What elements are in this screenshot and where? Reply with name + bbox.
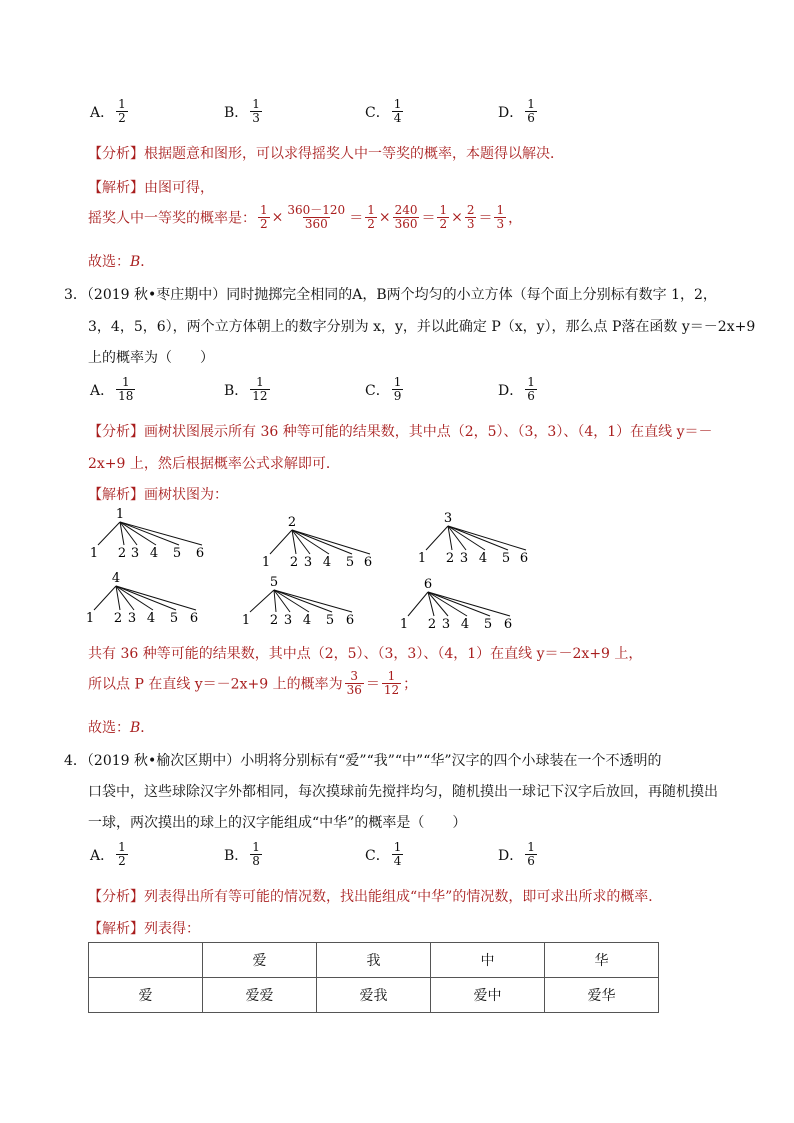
tree-leaf-label: 4 [302,613,312,628]
q2-option-b: B． $\frac{1}{3}$ [224,97,260,125]
tree-leaf-label: 4 [322,555,332,570]
tree-branch [116,586,153,610]
tree-leaf-label: 2 [113,611,123,626]
tree-branch [428,592,467,616]
tree-leaf-label: 5 [325,613,335,628]
tree-root-label: 1 [115,507,125,522]
q2-solution: 【解析】由图可得， [88,180,214,196]
tree-1 [90,507,204,561]
tree-leaf-label: 6 [195,546,205,561]
tree-leaf-label: 4 [460,617,470,632]
tree-3 [418,511,528,566]
tree-root-label: 6 [423,577,433,592]
q2-answer: 故选：B． [88,254,155,270]
tree-leaf-label: 3 [130,546,140,561]
tree-branch [292,530,329,554]
tree-leaf-label: 4 [146,611,156,626]
tree-branch [116,586,120,610]
tree-leaf-label: 6 [345,613,355,628]
q3-analysis-line2: 2x+9 上，然后根据概率公式求解即可． [88,456,340,472]
tree-leaf-label: 6 [363,555,373,570]
tree-branch [292,530,370,554]
q4-option-d: D． $\frac{1}{6}$ [498,840,535,868]
tree-leaf-label: 2 [289,555,299,570]
q3-result-line: 共有 36 种等可能的结果数，其中点（2，5）、（3，3）、（4，1）在直线 y＝－2x+9 上， [88,646,643,662]
q3-stem-line1: 3．（2019 秋•枣庄期中）同时抛掷完全相同的A，B两个均匀的小立方体（每个面上分别标有数字 1，2， [64,287,717,303]
tree-leaf-label: 5 [169,611,179,626]
tree-branch [448,526,452,550]
table-cell: 爱我 [317,978,431,1013]
tree-leaf-label: 5 [172,546,182,561]
tree-4 [86,571,198,626]
tree-leaf-label: 4 [149,546,159,561]
table-row [89,978,659,1013]
table-header-row [89,943,659,978]
tree-2 [262,515,372,570]
q3-option-b: B． $\frac{1}{12}$ [224,375,268,403]
tree-root-label: 2 [287,515,297,530]
tree-leaf-label: 2 [445,551,455,566]
tree-branch [292,530,296,554]
tree-root-label: 3 [443,511,453,526]
q3-analysis-line1: 【分析】画树状图展示所有 36 种等可能的结果数，其中点（2，5）、（3，3）、（4，1）在直线 y＝－ [88,424,713,440]
tree-leaf-label: 5 [345,555,355,570]
tree-leaf-label: 5 [483,617,493,632]
table-cell: 爱 [203,943,317,978]
tree-branch [98,522,120,545]
q4-option-b: B． $\frac{1}{8}$ [224,840,260,868]
q4-solution: 【解析】列表得： [88,921,200,937]
table-cell: 中 [431,943,545,978]
tree-leaf-label: 5 [501,551,511,566]
tree-branch [448,526,526,550]
table-cell: 爱华 [545,978,659,1013]
tree-6 [400,577,512,632]
tree-leaf-label: 6 [519,551,529,566]
tree-leaf-label: 1 [85,611,95,626]
q2-analysis: 【分析】根据题意和图形，可以求得摇奖人中一等奖的概率，本题得以解决． [88,146,564,162]
tree-leaf-label: 6 [189,611,199,626]
tree-leaf-label: 3 [441,617,451,632]
table-cell: 我 [317,943,431,978]
tree-branch [428,592,490,616]
tree-leaf-label: 4 [478,551,488,566]
q3-answer: 故选：B． [88,720,155,736]
tree-leaf-label: 1 [241,613,251,628]
tree-leaf-label: 1 [89,546,99,561]
table-cell: 爱 [89,978,203,1013]
tree-root-label: 4 [111,571,121,586]
q2-calculation: 摇奖人中一等奖的概率是： $\frac{1}{2}$ × $\frac{360-120}{360}$ ＝ $\frac{1}{2}$ × $\frac{240}{360}$ ＝ $\frac{1}{2}$ × $\frac{2}{3}$ ＝ $\frac{1}{3}$ ， [88,203,523,231]
q2-option-a: A． $\frac{1}{2}$ [90,97,126,125]
tree-leaf-label: 1 [399,617,409,632]
tree-5 [242,575,354,628]
tree-root-label: 5 [269,575,279,590]
tree-leaf-label: 3 [127,611,137,626]
q2-option-d: D． $\frac{1}{6}$ [498,97,535,125]
q3-stem-line2: 3，4，5，6），两个立方体朝上的数字分别为 x，y，并以此确定 P（x，y），那么点 P落在函数 y＝－2x+9 [88,319,756,335]
tree-diagram [80,500,560,640]
tree-leaf-label: 1 [417,551,427,566]
tree-leaf-label: 6 [503,617,513,632]
table-cell: 爱爱 [203,978,317,1013]
q4-option-a: A． $\frac{1}{2}$ [90,840,126,868]
q3-option-d: D． $\frac{1}{6}$ [498,375,535,403]
tree-branch [116,586,196,610]
q4-stem-line1: 4．（2019 秋•榆次区期中）小明将分别标有“爱”“我”“中”“华”汉字的四个小球装在一个不透明的 [64,753,662,769]
tree-leaf-label: 2 [117,546,127,561]
q4-option-c: C． $\frac{1}{4}$ [365,840,402,868]
table-cell [89,943,203,978]
tree-branch [408,592,428,616]
tree-branch [120,522,202,545]
q4-stem-line3: 一球，两次摸出的球上的汉字能组成“中华”的概率是（ ） [88,815,467,831]
outcome-table [88,942,659,1013]
tree-leaf-label: 1 [261,555,271,570]
tree-branch [426,526,448,550]
q3-option-a: A． $\frac{1}{18}$ [90,375,134,403]
tree-leaf-label: 3 [459,551,469,566]
tree-leaf-label: 3 [283,613,293,628]
tree-branch [274,590,276,612]
table-cell: 爱中 [431,978,545,1013]
q4-stem-line2: 口袋中，这些球除汉字外都相同，每次摸球前先搅拌均匀，随机摸出一球记下汉字后放回，再随机摸出 [88,784,718,800]
tree-branch [274,590,352,612]
q3-probability: 所以点 P 在直线 y＝－2x+9 上的概率为 $\frac{3}{36}$ ＝ $\frac{1}{12}$ ； [88,669,418,697]
tree-branch [250,590,274,612]
tree-leaf-label: 2 [269,613,279,628]
tree-branch [448,526,485,550]
tree-leaf-label: 3 [303,555,313,570]
tree-leaf-label: 2 [427,617,437,632]
tree-branch [428,592,510,616]
q3-option-c: C． $\frac{1}{9}$ [365,375,402,403]
tree-branch [270,530,292,554]
q3-solution: 【解析】画树状图为： [88,487,228,503]
tree-branch [94,586,116,610]
q3-stem-line3: 上的概率为（ ） [88,350,214,366]
q2-option-c: C． $\frac{1}{4}$ [365,97,402,125]
table-cell: 华 [545,943,659,978]
q4-analysis: 【分析】列表得出所有等可能的情况数，找出能组成“中华”的情况数，即可求出所求的概率． [88,889,663,905]
